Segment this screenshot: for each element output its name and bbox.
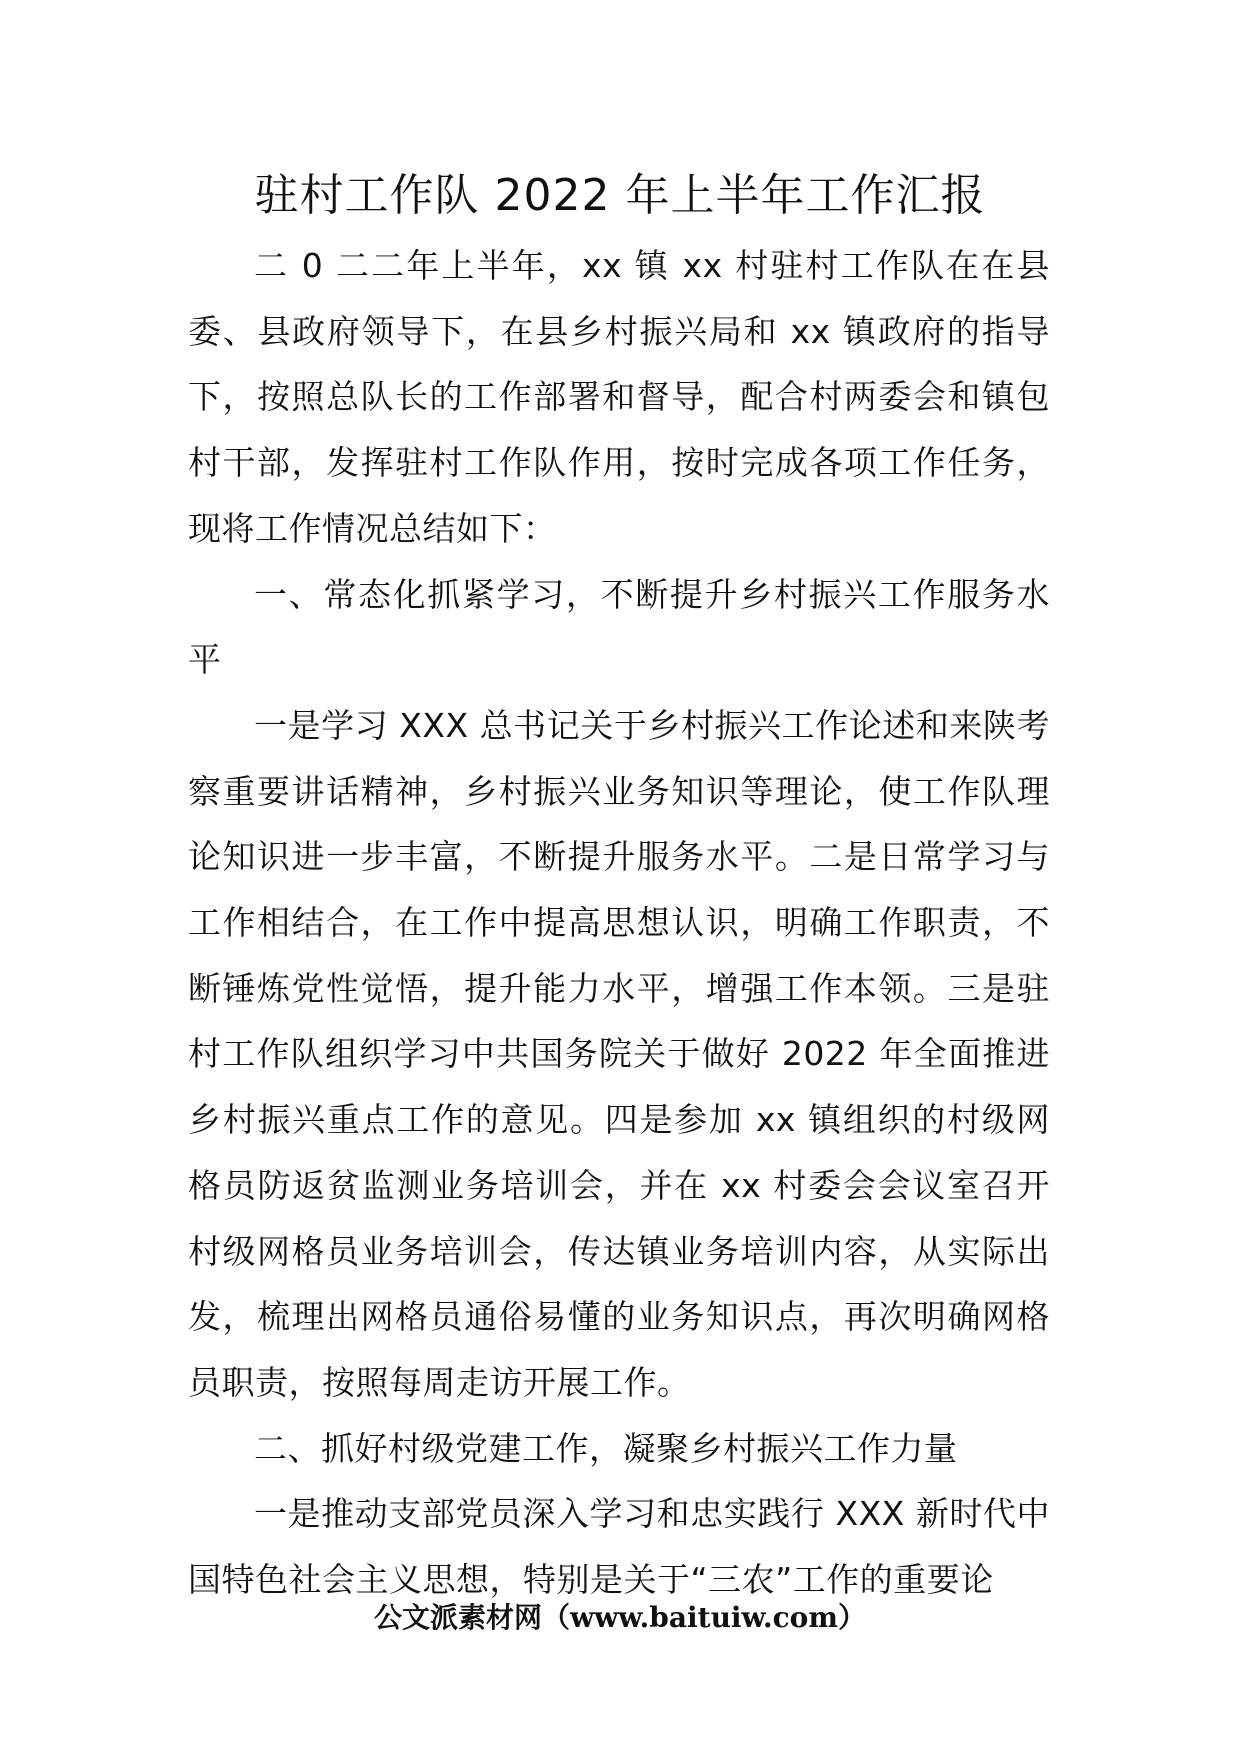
section-heading-1: 一、常态化抓紧学习，不断提升乡村振兴工作服务水平: [188, 574, 1050, 680]
section-1-paragraph: 一是学习 XXX 总书记关于乡村振兴工作论述和来陕考察重要讲话精神，乡村振兴业务知识等理论，使工作队理论知识进一步丰富，不断提升服务水平。二是日常学习与工作相结合，在工作中提高思想认识，明确工作职责，不断锤炼党性觉悟，提升能力水平，增强工作本领。三是驻村工作队组织学习中共国务院关于做好 2022 年全面推进乡村振兴重点工作的意见。四是参加 xx 镇组织的村级网格员防返贫监测业务培训会，并在 xx 村委会会议室召开村级网格员业务培训会，传达镇业务培训内容，从实际出发，梳理出网格员通俗易懂的业务知识点，再次明确网格员职责，按照每周走访开展工作。: [188, 705, 1050, 1402]
section-2-paragraph: 一是推动支部党员深入学习和忠实践行 XXX 新时代中国特色社会主义思想，特别是关于“三农”工作的重要论: [188, 1494, 1050, 1600]
document-body: [188, 233, 1050, 1613]
watermark-footer: 公文派素材网（www.baituiw.com）: [374, 1601, 866, 1634]
section-heading-2: 二、抓好村级党建工作，凝聚乡村振兴工作力量: [254, 1428, 958, 1468]
intro-paragraph: 二 0 二二年上半年，xx 镇 xx 村驻村工作队在在县委、县政府领导下，在县乡村振兴局和 xx 镇政府的指导下，按照总队长的工作部署和督导，配合村两委会和镇包村干部，发挥驻村工作队作用，按时完成各项工作任务，现将工作情况总结如下：: [188, 246, 1050, 548]
document-title: 驻村工作队 2022 年上半年工作汇报: [254, 170, 986, 221]
